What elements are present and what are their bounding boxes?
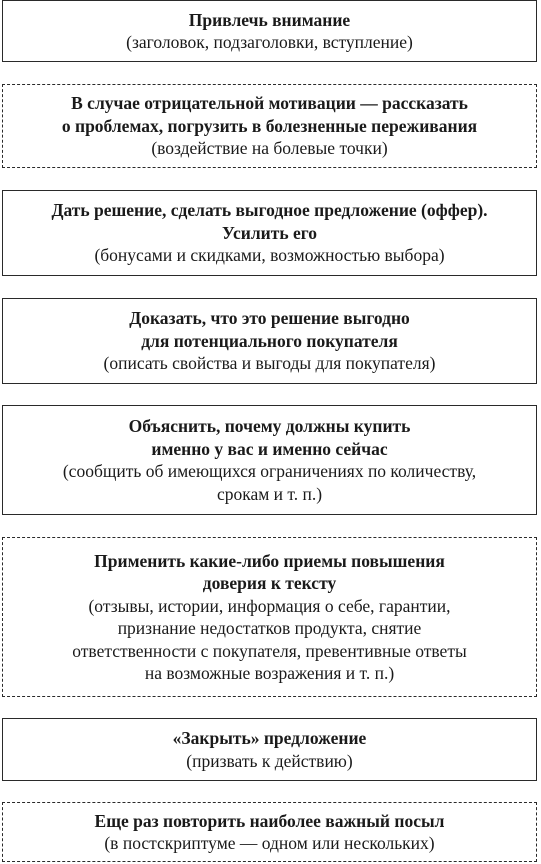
step-note-line: ответственности с покупателя, превентивные ответы [72,640,467,661]
step-note-line: (заголовок, подзаголовки, вступление) [126,32,413,52]
step-title-line: доверия к тексту [202,573,337,593]
step-title-line: именно у вас и именно сейчас [151,438,388,459]
step-title-line: Усилить его [222,222,317,243]
step-note-line: признание недостатков продукта, снятие [117,618,422,638]
step-note-line: (сообщить об имеющихся ограничениях по количеству, [62,461,477,481]
step-title-line: Привлечь внимание [188,9,351,30]
step-box-prove-benefit [2,298,537,384]
step-title-line: Дать решение, сделать выгодное предложение (оффер). [51,200,488,221]
step-note-line: (бонусами и скидками, возможностью выбора) [94,245,445,266]
step-title-line: Еще раз повторить наиболее важный посыл [94,810,445,831]
step-note-line: срокам и т. п.) [216,483,323,504]
step-title-line: Доказать, что это решение выгодно [129,308,410,329]
step-note-line: на возможные возражения и т. п.) [144,663,395,683]
step-note-line: (отзывы, истории, информация о себе, гарантии, [88,595,451,616]
step-title-line: Объяснить, почему должны купить [128,416,411,436]
step-note-line: (в постскриптуме — одном или нескольких) [104,833,435,853]
step-note-line: (призвать к действию) [186,750,353,771]
step-note-line: (описать свойства и выгоды для покупателя) [103,353,436,374]
step-box-offer [2,190,537,276]
step-box-close-offer [2,718,537,781]
step-title-line: о проблемах, погрузить в болезненные переживания [61,115,478,136]
step-title-line: Применить какие-либо приемы повышения [94,550,445,571]
step-title-line: В случае отрицательной мотивации — рассказать [71,93,468,114]
step-title-line: для потенциального покупателя [141,330,398,351]
step-box-pain-points [2,84,537,168]
step-note-line: (воздействие на болевые точки) [151,138,388,159]
step-box-attract-attention [2,0,537,62]
step-box-build-trust [2,537,537,697]
step-title-line: «Закрыть» предложение [172,728,367,748]
step-box-why-now [2,405,537,515]
step-box-repeat-message [2,802,537,862]
